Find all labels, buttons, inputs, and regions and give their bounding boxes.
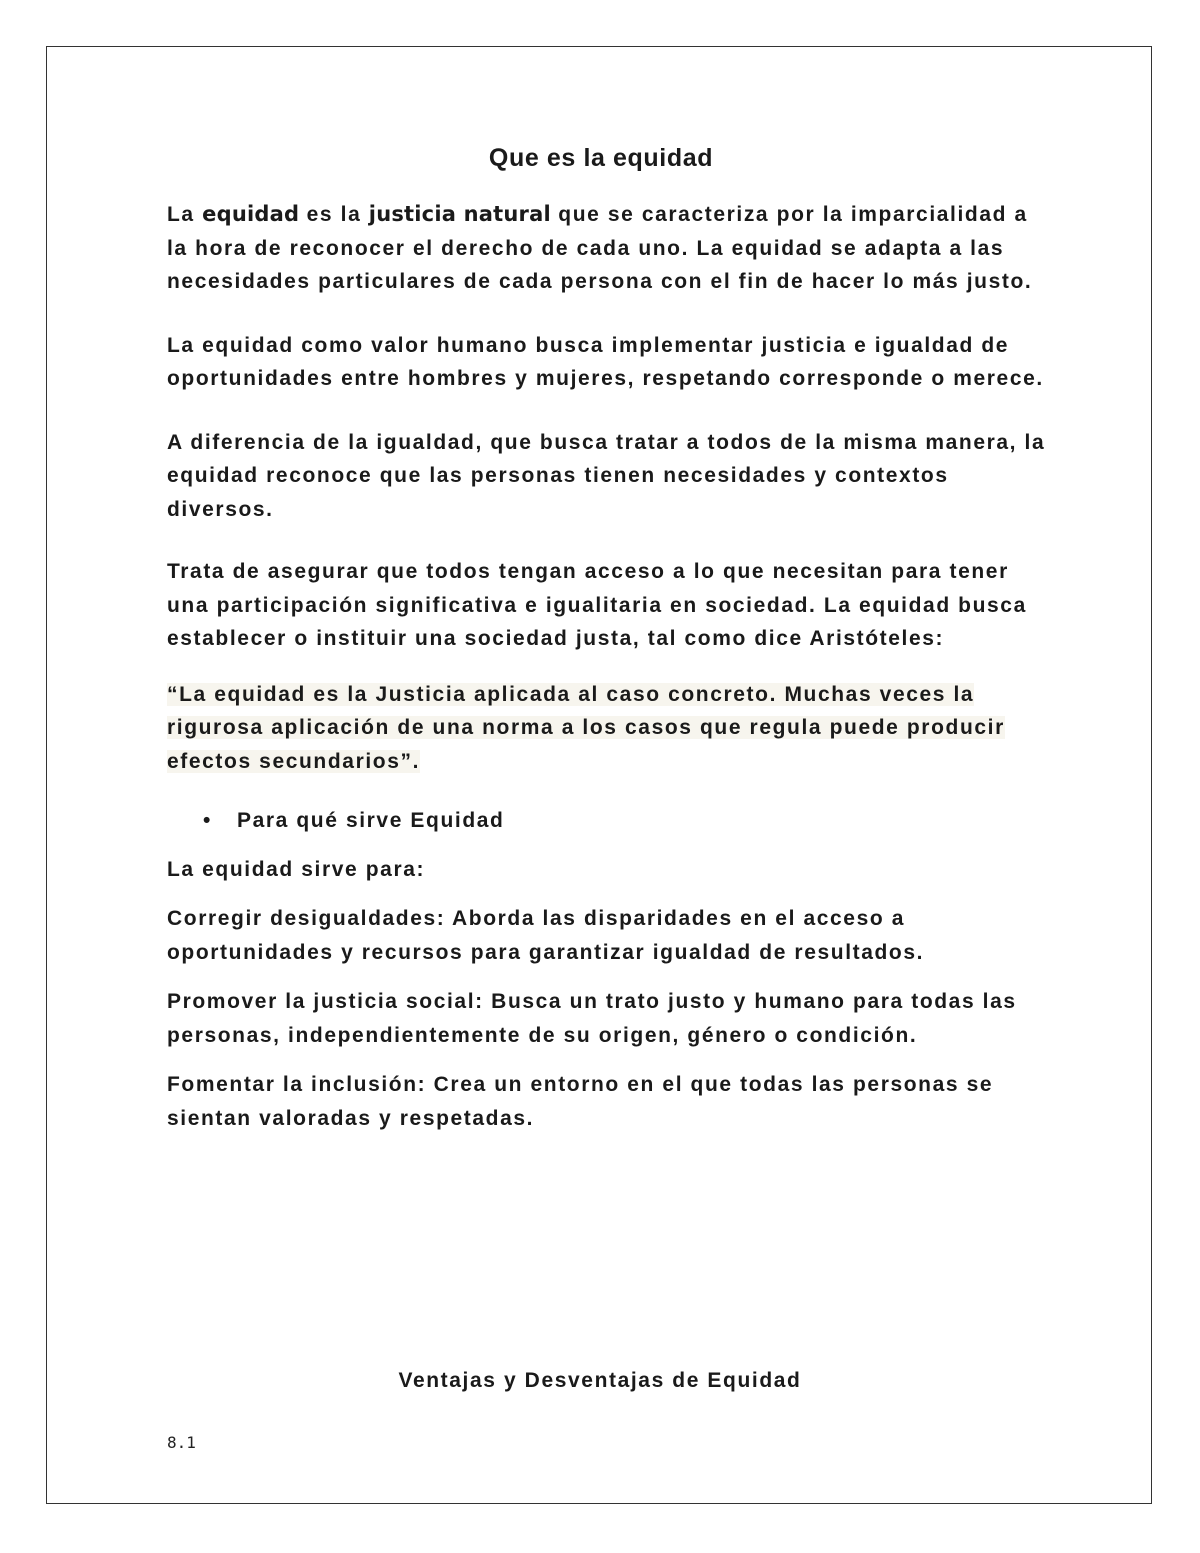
purpose-point-2: Promover la justicia social: Busca un trato justo y humano para todas las personas, independientemente de su origen, género o condición. [167,990,1017,1047]
bullet-dot-icon: • [203,809,212,832]
document-title: Que es la equidad [488,144,714,172]
purpose-intro: La equidad sirve para: [167,857,426,881]
paragraph-access: Trata de asegurar que todos tengan acceso a lo que necesitan para tener una participación significativa e igualitaria en sociedad. La equidad busca establecer o instituir una sociedad justa, tal como dice Aristóteles: [167,560,1027,650]
term-justicia-natural: justicia natural [368,202,551,226]
para1-text-1: La [167,203,203,226]
para1-text-2: es la [299,203,369,226]
purpose-point-3: Fomentar la inclusión: Crea un entorno en el que todas las personas se sientan valoradas y respetadas. [167,1073,994,1130]
paragraph-definition [167,198,1047,299]
document-body [167,140,1047,1135]
paragraph-human-value: La equidad como valor humano busca implementar justicia e igualdad de oportunidades entre hombres y mujeres, respetando corresponde o merece. [167,333,1044,390]
term-equidad: equidad [202,202,300,226]
section-subheading: Ventajas y Desventajas de Equidad [398,1369,802,1392]
bullet-list [167,804,1047,838]
purpose-point-1: Corregir desigualdades: Aborda las disparidades en el acceso a oportunidades y recursos para garantizar igualdad de resultados. [167,907,925,964]
quote-highlight: “La equidad es la Justicia aplicada al caso concreto. Muchas veces la rigurosa aplicación de una norma a los casos que regula puede producir efectos secundarios”. [167,682,1005,773]
bullet-item-label: Para qué sirve Equidad [237,809,505,832]
para1-text-3: que se caracteriza por la imparcialidad a la hora de reconocer el derecho de cada uno. La equidad se adapta a las necesidades particulares de cada persona con el fin de hacer lo más justo. [167,203,1033,293]
page-number: 8.1 [167,1433,196,1452]
bullet-item [167,804,1047,838]
paragraph-difference: A diferencia de la igualdad, que busca tratar a todos de la misma manera, la equidad reconoce que las personas tienen necesidades y contextos diversos. [167,430,1046,521]
aristotle-quote [167,678,1047,779]
